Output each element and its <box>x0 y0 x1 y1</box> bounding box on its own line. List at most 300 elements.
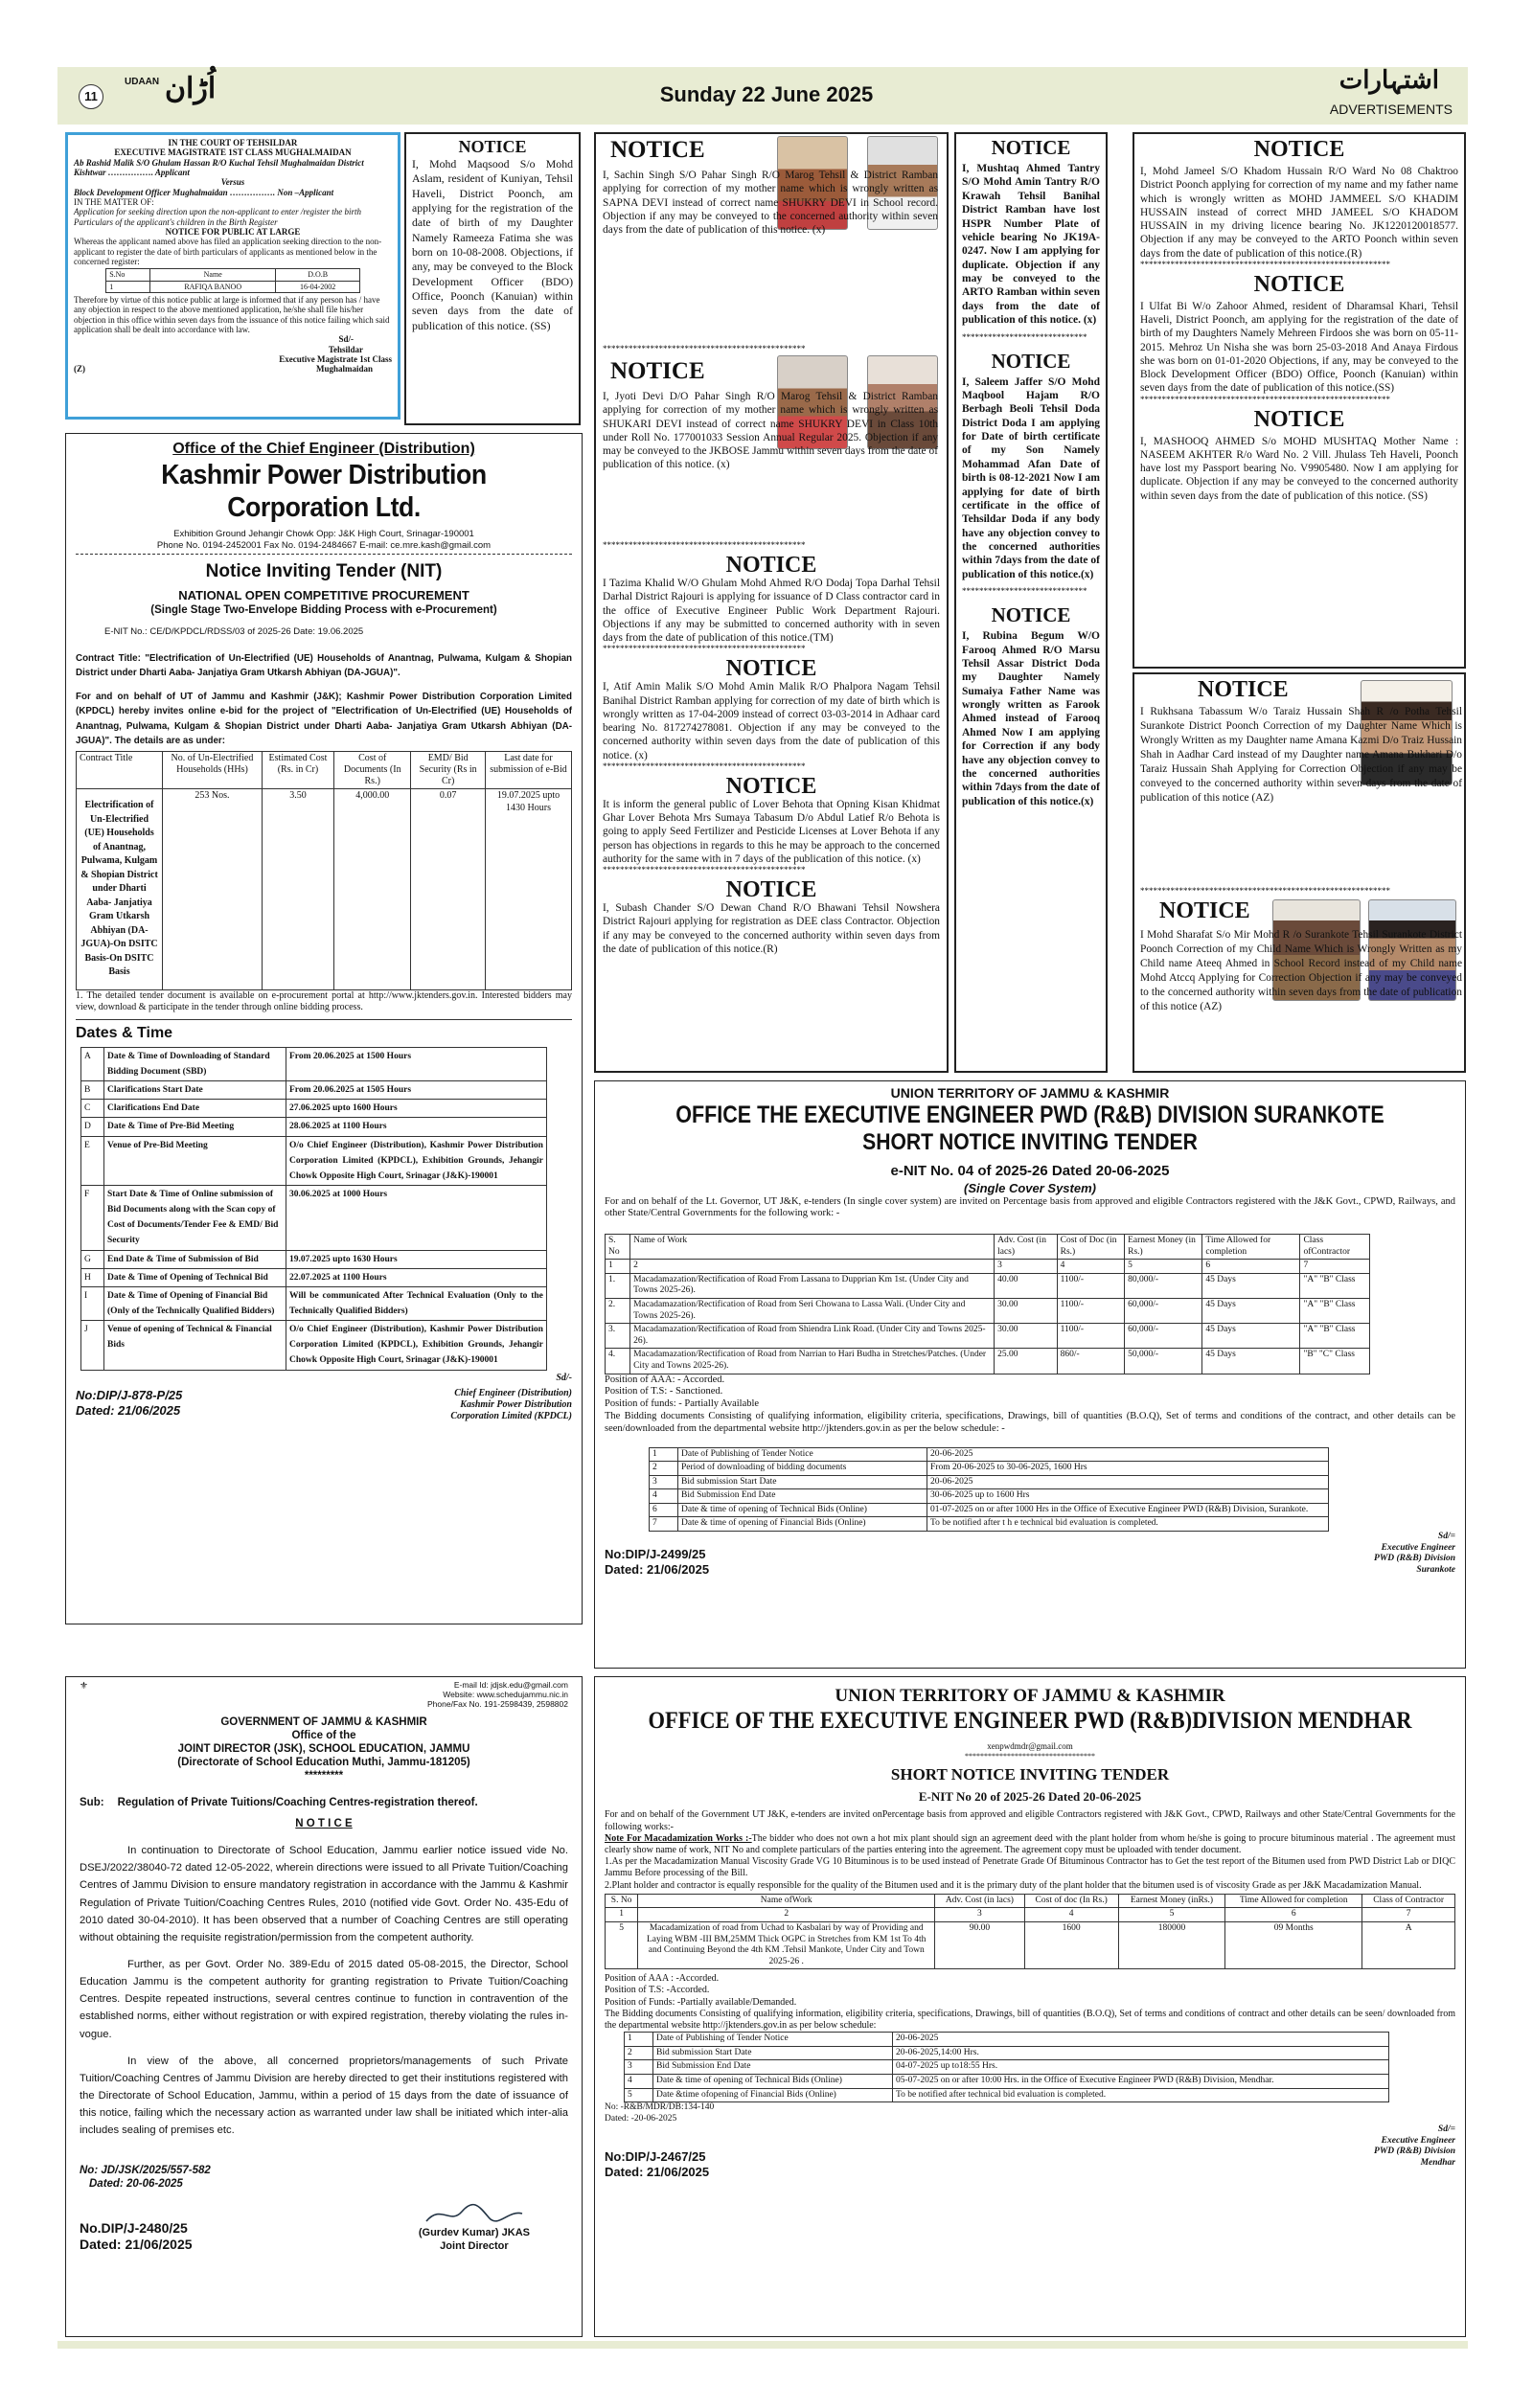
gov-title: GOVERNMENT OF JAMMU & KASHMIR <box>220 1716 427 1728</box>
tehsildar-notice <box>65 132 400 420</box>
notice-text: I Rukhsana Tabassum W/o Taraiz Hussain Shah R /o Potha Tehsil Surankote District Poonch Correction of my Daughter Name Which is Wrongly Written as my Daughter name Amana Kazmi D/o Traiz Hussain Shah in Aadhar Card instead of my Daughter name Amana Bukhari D/o Taraiz Hussain Shah Applying for Correction Objection if any may be conveyed to the concerned authority within seven days from the date of publication of this notice (AZ) <box>1140 706 1462 805</box>
sig1: Tehsildar <box>328 344 363 354</box>
notices-column-2: NOTICE I, Sachin Singh S/O Pahar Singh R/O Marog Tehsil & District Ramban applying for correction of my mother name which is wrongly written as SAPNA DEVI instead of correct name SHUKRY DEVI in School record. Objection if any may be conveyed to the concerned authority within seven days from the date of publication of this notice. (x) *********************************************** NOTICE I, Jyoti Devi D/O Pahar Singh R/O Marog Tehsil & District Ramban applying for correction of my mother name which is wrongly written as SHUKARI DEVI instead of correct name SHUKRY DEVI in Class 10th under Roll No. 177001033 Session Annual Regular 2025. Objection if any may be conveyed to the JKBOSE Jammu within seven days from the date of publication of this notice. (x) *********************************************** NOTICE I Tazima Khalid W/O Ghulam Mohd Ahmed R/O Dodaj Topa Darhal Tehsil Darhal District Rajouri is applying for issuance of D Class contractor card in the office of Executive Engineer Public Work Department Rajouri. Objections if any may be submitted to concerned authority with in seven days from the date of publication of this notice.(TM) *********************************************** NOTICE I, Atif Amin Malik S/O Mohd Amin Malik R/O Phalpora Nagam Tehsil Banihal District Ramban applying for correction of my date of birth which is wrongly written as 17-04-2009 instead of correct 03-03-2014 in Adhaar card bearing No. 817274278081. Objection if any may be conveyed to the concerned authority within seven days from the date of publication of this notice. (x) *********************************************** NOTICE It is inform the general public of Lover Behota that Opning Kisan Khidmat Ghar Lover Behota Mrs Sumaya Tabasum D/o Abdul Latief R/o Behota is going to apply Seed Fertilizer and Pesticide Licenses at Lover Behota if any person has objections in regards to this he may be approach to the concerned authority for the same with in 7 days of the publication of this notice. (x) *********************************************** NOTICE I, Subash Chander S/O Dewan Chand R/O Bhawani Tehsil Nowshera District Rajouri applying for registration as DEE class Contractor. Objection if any may be conveyed to the concerned authority within seven days from the date of publication of this notice.(R) <box>594 132 949 1073</box>
date-row <box>81 1136 547 1185</box>
table-header: Name ofWork <box>638 1894 935 1908</box>
dates-table <box>80 1047 547 1371</box>
sig1: Executive Engineer <box>1381 2135 1455 2146</box>
date-value: O/o Chief Engineer (Distribution), Kashmir Power Distribution Corporation Limited (KPDCL), Exhibition Grounds, Jehangir Chowk Opposite High Court, Srinagar (J&K)-190001 <box>286 1136 547 1185</box>
table-cell: 860/- <box>1057 1349 1125 1374</box>
schedule-table <box>624 2032 1389 2102</box>
single-cover: (Single Cover System) <box>964 1180 1096 1195</box>
kpdcl-office: Office of the Chief Engineer (Distribution) <box>172 441 475 457</box>
order-date: Dated: -20-06-2025 <box>605 2113 677 2124</box>
section-urdu: اشتہارات <box>1339 66 1439 94</box>
table-cell: "A" "B" Class <box>1300 1324 1370 1349</box>
schedule-cell: Bid submission Start Date <box>678 1475 927 1489</box>
td-last: 19.07.2025 upto 1430 Hours <box>485 789 571 990</box>
table-cell: 1100/- <box>1057 1273 1125 1298</box>
table-cell: 5 <box>606 1921 638 1968</box>
schedule-cell: 04-07-2025 up to18:55 Hrs. <box>893 2060 1389 2075</box>
table-header: S. No <box>606 1235 630 1260</box>
schedule-cell: 20-06-2025 <box>927 1447 1329 1462</box>
table-cell: 45 Days <box>1202 1273 1300 1298</box>
th-contract: Contract Title <box>77 751 163 789</box>
dip-number: No.DIP/J-2480/25 <box>80 2220 188 2237</box>
date-label: End Date & Time of Submission of Bid <box>104 1250 286 1268</box>
table-header: Adv. Cost (in lacs) <box>995 1235 1058 1260</box>
table-cell: 2. <box>606 1299 630 1324</box>
table-header: Name of Work <box>630 1235 995 1260</box>
works-table <box>605 1894 1455 1969</box>
notice-title: NOTICE <box>725 877 817 902</box>
notice-text: I, Mushtaq Ahmed Tantry S/O Mohd Amin Tantry R/O Krawah Tehsil Banihal District Ramban have lost HSPR Number Plate of vehicle bearing No JK19A-0247. Now I am applying for duplicate. Objection if any may be conveyed to the ARTO Ramban within seven days from the date of publication of this notice. (x) <box>962 163 1100 327</box>
whereas-text: Whereas the applicant named above has filed an application seeking direction to the non-applicant to register the date of birth particulars of applicants as mentioned below in the concerned register: <box>74 237 382 267</box>
surankote-tender <box>594 1080 1466 1669</box>
notice-title: NOTICE <box>610 137 705 163</box>
date-key: E <box>81 1136 104 1185</box>
table-cell: 1100/- <box>1057 1299 1125 1324</box>
page-number: 11 <box>79 84 103 109</box>
th-doc: Cost of Documents (In Rs.) <box>334 751 411 789</box>
sig2: Kashmir Power Distribution <box>460 1398 572 1410</box>
notice-heading: N O T I C E <box>295 1818 353 1830</box>
order-date: Dated: 20-06-2025 <box>89 2178 183 2191</box>
table-cell: 60,000/- <box>1125 1324 1202 1349</box>
notice-title: NOTICE <box>1253 271 1345 297</box>
emblem-icon: ⚜ <box>80 1681 88 1692</box>
table-colnum: 3 <box>935 1908 1024 1922</box>
notices-column-4: NOTICE I, Mohd Jameel S/O Khadom Hussain R/O Ward No 08 Chaktroo District Poonch applying for correction of my name and my father name which is wrongly written as MOHD JAMMEEL S/O KHADIM HUSSAIN instead of correct MHD JAMEEL S/O KHADOM HUSSAIN in my driving licence bearing No. JK1220120018577. Objection if any may be conveyed to the ARTO Poonch within seven days from the date of publication of this notice.(R) ********************************************************** NOTICE I Ulfat Bi W/o Zahoor Ahmed, resident of Dharamsal Khari, Tehsil Haveli, District Poonch, am applying for the registration of the date of birth of my Daughters Namely Mehreen Firdoos she was born on 05-11-2015. Mehroz Un Nisha she was born 25-03-2018 And Anaya Firdous she was born on 01-01-2020 Objections, if any, may be conveyed to the Block Development Officer (BDO) Office, Poonch (Kanuian) within seven days from the date of publication of this notice.(SS) ********************************************************** NOTICE I, MASHOOQ AHMED S/o MOHD MUSHTAQ Mother Name : NASEEM AKHTER R/o Ward No. 2 Vill. Jhulass Teh Haveli, Poonch have lost my Passport bearing No. V9905480. Now I am applying for duplicate. Objection if any may be conveyed to the concerned authority within seven days from the date of publication of this notice. (SS) <box>1133 132 1466 669</box>
table-cell: "A" "B" Class <box>1300 1299 1370 1324</box>
table-cell: 45 Days <box>1202 1299 1300 1324</box>
date-row <box>81 1081 547 1100</box>
schedule-cell: To be notified after t h e technical bid evaluation is completed. <box>927 1517 1329 1532</box>
dip-date: Dated: 21/06/2025 <box>80 2237 193 2253</box>
sig3: Mughalmaidan <box>315 364 373 375</box>
notice-title: NOTICE <box>725 773 817 799</box>
website: Website: www.schedujammu.nic.in <box>443 1689 568 1699</box>
enit: E-NIT No 20 of 2025-26 Dated 20-06-2025 <box>918 1788 1142 1804</box>
notice-title: NOTICE <box>610 358 705 384</box>
table-header: Earnest Money (inRs.) <box>1118 1894 1224 1908</box>
table-cell: 40.00 <box>995 1273 1058 1298</box>
kpdcl-tender <box>65 433 583 1624</box>
notice-text: I, Jyoti Devi D/O Pahar Singh R/O Marog Tehsil & District Ramban applying for correction of my mother name which is wrongly written as SHUKARI DEVI instead of correct name SHUKRY DEVI in Class 10th under Roll No. 177001033 Session Annual Regular 2025. Objection if any may be conveyed to the JKBOSE Jammu within seven days from the date of publication of this notice. (x) <box>603 391 938 471</box>
sig2: Executive Magistrate 1st Class <box>279 353 392 364</box>
schedule-cell: 4 <box>650 1489 678 1504</box>
table-cell: 1. <box>606 1273 630 1298</box>
dip-date: Dated: 21/06/2025 <box>76 1402 181 1418</box>
table-row <box>606 1324 1370 1349</box>
table-header: S. No <box>606 1894 638 1908</box>
table-cell: "B" "C" Class <box>1300 1349 1370 1374</box>
notice-title: NOTICE <box>1198 677 1289 702</box>
date-row <box>81 1321 547 1370</box>
schedule-cell: 1 <box>650 1447 678 1462</box>
schedule-row <box>650 1475 1329 1489</box>
date-label: Venue of opening of Technical & Financial Bids <box>104 1321 286 1370</box>
td-hhs: 253 Nos. <box>163 789 263 990</box>
schedule-row <box>625 2074 1389 2088</box>
aaa: Position of AAA : -Accorded. <box>605 1973 720 1985</box>
dip-date: Dated: 21/06/2025 <box>605 2165 710 2180</box>
contract-title: Contract Title: "Electrification of Un-Electrified (UE) Households of Anantnag, Pulwama, Kulgam & Shopian District under Dharti Aaba- Janjatiya Gram Utkarsh Abhiyan (DA-JGUA)". <box>76 652 572 679</box>
page-date: Sunday 22 June 2025 <box>659 82 874 106</box>
date-label: Start Date & Time of Online submission of Bid Documents along with the Scan copy of Cost of Documents/Tender Fee & EMD/ Bid Security <box>104 1186 286 1251</box>
bidding: The Bidding documents Consisting of qualifying information, eligibility criteria, specifications, Drawings, bill of quantities (B.O.Q), Set of terms and conditions of the contract, and other details can be seen/downloaded from the departmental website http://jktenders.gov.in as per the below schedule: - <box>605 1410 1455 1434</box>
notice-maqsood <box>404 132 581 425</box>
date-value: 22.07.2025 at 1100 Hours <box>286 1268 547 1286</box>
td-contract: Electrification of Un-Electrified (UE) Households of Anantnag, Pulwama, Kulgam & Shopian District under Dharti Aaba- Janjatiya Gram Utkarsh Abhiyan (DA-JGUA)-On DSITC Basis-On DSITC Basis <box>77 789 163 990</box>
date-label: Clarifications End Date <box>104 1100 286 1118</box>
notice-title: NOTICE <box>1253 137 1345 162</box>
notice-heading: NOTICE FOR PUBLIC AT LARGE <box>165 227 301 238</box>
table-colnum: 2 <box>638 1908 935 1922</box>
date-row <box>81 1286 547 1320</box>
enit: e-NIT No. 04 of 2025-26 Dated 20-06-2025 <box>890 1163 1170 1180</box>
table-cell: 25.00 <box>995 1349 1058 1374</box>
td-doc: 4,000.00 <box>334 789 411 990</box>
sig3: Corporation Limited (KPDCL) <box>450 1411 572 1422</box>
table-colnum: 6 <box>1202 1260 1300 1274</box>
table-cell: 50,000/- <box>1125 1349 1202 1374</box>
order-number: No: JD/JSK/2025/557-582 <box>80 2165 211 2177</box>
date-label: Date & Time of Opening of Technical Bid <box>104 1268 286 1286</box>
subject: Regulation of Private Tuitions/Coaching Centres-registration thereof. <box>117 1797 478 1809</box>
table-header: Cost of Doc (in Rs.) <box>1057 1235 1125 1260</box>
application-text: Application for seeking direction upon the non-applicant to enter /register the birth Particulars of the applicant's children in the Birth Register <box>74 207 362 227</box>
office-heading: OFFICE THE EXECUTIVE ENGINEER PWD (R&B) DIVISION SURANKOTE <box>675 1102 1384 1129</box>
kpdcl-note: 1. The detailed tender document is available on e-procurement portal at http://www.jktenders.gov.in. Interested bidders may view, download & participate in the tender through online bidding process. <box>76 989 572 1013</box>
para: For and on behalf of the Government UT J&K, e-tenders are invited onPercentage basis from approved and eligible Contractors registered with J&K Govt., CPWD, Railways and other State/Central Governments for the following works:- <box>605 1809 1455 1832</box>
schedule-cell: Bid Submission End Date <box>678 1489 927 1504</box>
short-notice: SHORT NOTICE INVITING TENDER <box>862 1128 1198 1155</box>
dob-table <box>105 268 360 292</box>
table-cell: 4. <box>606 1349 630 1374</box>
table-header: Time Allowed for completion <box>1225 1894 1362 1908</box>
table-header: Class ofContractor <box>1300 1235 1370 1260</box>
note-label: Note For Macadamization Works :- <box>605 1832 752 1844</box>
sub-label: Sub: <box>80 1797 104 1809</box>
table-cell: 90.00 <box>935 1921 1024 1968</box>
schedule-cell: Date & time of opening of Financial Bids (Online) <box>678 1517 927 1532</box>
note-1: 1.As per the Macadamization Manual Viscosity Grade VG 10 Bituminous is to be used instead of Penetrate Grade Of Bituminous Contractor has to Get the test report of the Bitumen used from PWD District Lab or DIQC Jammu Before processing of the Bill. <box>605 1856 1455 1879</box>
date-key: D <box>81 1118 104 1136</box>
dates-title: Dates & Time <box>76 1025 173 1042</box>
dip-number: No:DIP/J-2467/25 <box>605 2149 706 2165</box>
note-text: The bidder who does not own a hot mix plant should sign an agreement deed with the plant holder from whom he/she is going to procure bituminous material . The agreement must clearly show name of work, NIT No and complete particulars of the parties entering into the agreement. The agreement copy must be uploaded with tender document. <box>605 1832 1455 1856</box>
date-key: G <box>81 1250 104 1268</box>
notice-text: I, Rubina Begum W/O Farooq Ahmed R/O Marsu Tehsil Assar District Doda my Daughter Namely Sumaiya Father Name was wrongly written as Farook Ahmed instead of Farooq Ahmed Now I am applying for Correction if any body have any objection convey to the concerned authorities within 7days from the date of publication of this notice.(x) <box>962 630 1100 807</box>
schedule-cell: To be notified after technical bid evaluation is completed. <box>893 2088 1389 2102</box>
td-cost: 3.50 <box>262 789 333 990</box>
schedule-cell: 05-07-2025 on or after 10:00 Hrs. in the Office of Executive Engineer PWD (R&B) Division, Mendhar. <box>893 2074 1389 2088</box>
order-number: No: -R&B/MDR/DB:134-140 <box>605 2102 715 2113</box>
table-row <box>606 1273 1370 1298</box>
funds: Position of funds: - Partially Available <box>605 1398 760 1410</box>
date-label: Date & Time of Downloading of Standard Bidding Document (SBD) <box>104 1047 286 1080</box>
note-2: 2.Plant holder and contractor is equally responsible for the quality of the Bitumen used and it is the primary duty of the plant holder that the bitumen used is of viscosity Grade as per J&K Macadamization Manual. <box>605 1879 1422 1891</box>
date-value: O/o Chief Engineer (Distribution), Kashmir Power Distribution Corporation Limited (KPDCL), Exhibition Grounds, Jehangir Chowk Opposite High Court, Srinagar (J&K)-190001 <box>286 1321 547 1370</box>
table-cell: Macadamazation/Rectification of Road From Lassana to Dupprian Km 1st. (Under City and Towns 2025-26). <box>630 1273 995 1298</box>
schedule-cell: Bid submission Start Date <box>653 2046 893 2060</box>
applicant: Ab Rashid Malik S/O Ghulam Hassan R/O Kuchal Tehsil Mughalmaidan District Kishtwar ……………. Applicant <box>74 157 364 178</box>
schedule-row <box>625 2033 1389 2047</box>
para: For and on behalf of the Lt. Governor, UT J&K, e-tenders (In single cover system) are invited on Percentage basis from approved and eligible Contractors registered with the J&K Govt., CPWD, Railways, and other State/Central Governments for the following work: - <box>605 1195 1455 1219</box>
table-cell: Macadamazation/Rectification of Road from Shiendra Link Road. (Under City and Towns 2025-26). <box>630 1324 995 1349</box>
mendhar-tender <box>594 1676 1466 2337</box>
notice-title: NOTICE <box>991 603 1071 627</box>
schedule-row <box>625 2060 1389 2075</box>
table-cell: 45 Days <box>1202 1349 1300 1374</box>
table-row <box>606 1921 1455 1968</box>
td-emd: 0.07 <box>411 789 486 990</box>
notice-text: I, Sachin Singh S/O Pahar Singh R/O Marog Tehsil & District Ramban applying for correction of my mother name which is wrongly written as SAPNA DEVI instead of correct name SHUKRY DEVI in School record. Objection if any may be conveyed to the concerned authority within seven days from the date of publication of this notice. (x) <box>603 170 938 236</box>
date-key: A <box>81 1047 104 1080</box>
schedule-cell: 2 <box>650 1462 678 1476</box>
table-header: Adv. Cost (in lacs) <box>935 1894 1024 1908</box>
table-cell: Macadamazation/Rectification of Road from Seri Chowana to Lassa Wali. (Under City and Towns 2025-26). <box>630 1299 995 1324</box>
funds: Position of Funds: -Partially available/Demanded. <box>605 1996 797 2008</box>
date-row <box>81 1268 547 1286</box>
date-value: 19.07.2025 upto 1630 Hours <box>286 1250 547 1268</box>
aaa: Position of AAA: - Accorded. <box>605 1374 725 1385</box>
date-label: Clarifications Start Date <box>104 1081 286 1100</box>
schedule-cell: 2 <box>625 2046 653 2060</box>
date-value: From 20.06.2025 at 1500 Hours <box>286 1047 547 1080</box>
kpdcl-phone: Phone No. 0194-2452001 Fax No. 0194-2484667 E-mail: ce.mre.kash@gmail.com <box>156 539 492 551</box>
table-header: Earnest Money (in Rs.) <box>1125 1235 1202 1260</box>
td-name: RAFIQA BANOO <box>149 281 276 292</box>
table-cell: 3. <box>606 1324 630 1349</box>
table-cell: A <box>1362 1921 1455 1968</box>
table-colnum: 4 <box>1057 1260 1125 1274</box>
sig3: Mendhar <box>1420 2157 1455 2168</box>
dip-number: No:DIP/J-2499/25 <box>605 1546 706 1561</box>
td-dob: 16-04-2002 <box>276 281 359 292</box>
kpdcl-para: For and on behalf of UT of Jammu and Kashmir (J&K); Kashmir Power Distribution Corporation Limited (KPDCL) hereby invites online e-bid for the project of "Electrification of Un-Electrified (UE) Households of Anantnag, Pulwama, Kulgam & Shopian District under Dharti Aaba- Janjatiya Gram Utkarsh Abhiyan (DA-JGUA)". The details are as under: <box>76 692 572 746</box>
table-header: Class of Contractor <box>1362 1894 1455 1908</box>
notice-title: NOTICE <box>725 553 817 578</box>
notice-text: I Mohd Sharafat S/o Mir Mohd R /o Surankote Tehsil Surankote District Poonch Correction of my Child Name Which is Wrongly Written as my Child name Ateeq Ahmed in School Record instead of my Child name Mohd Atccq Applying for Correction Objection if any may be conveyed to the concerned authority within seven days from the date of publication of this notice (AZ) <box>1140 929 1462 1013</box>
table-cell: 1600 <box>1024 1921 1118 1968</box>
date-key: H <box>81 1268 104 1286</box>
date-label: Date & Time of Pre-Bid Meeting <box>104 1118 286 1136</box>
sig3: Surankote <box>1416 1564 1455 1575</box>
brand-latin: UDAAN <box>125 77 160 87</box>
date-key: I <box>81 1286 104 1320</box>
th-emd: EMD/ Bid Security (Rs in Cr) <box>411 751 486 789</box>
table-cell: "A" "B" Class <box>1300 1273 1370 1298</box>
notice-text: I Tazima Khalid W/O Ghulam Mohd Ahmed R/O Dodaj Topa Darhal Tehsil Darhal District Rajouri is applying for issuance of D Class contractor card in the office of Executive Engineer Public Work Department Rajouri. Objections if any may be submitted to concerned authority with in seven days from the date of publication of this notice.(TM) <box>603 578 940 644</box>
notice-title: NOTICE <box>1159 898 1250 923</box>
table-colnum: 7 <box>1362 1908 1455 1922</box>
date-label: Date & Time of Opening of Financial Bid (Only of the Technically Qualified Bidders) <box>104 1286 286 1320</box>
date-row <box>81 1118 547 1136</box>
procurement: NATIONAL OPEN COMPETITIVE PROCUREMENT <box>178 588 469 603</box>
schedule-cell: 01-07-2025 on or after 1000 Hrs in the Office of Executive Engineer PWD (R&B) Division, Surankote. <box>927 1503 1329 1517</box>
schedule-cell: 3 <box>650 1475 678 1489</box>
office-heading: OFFICE OF THE EXECUTIVE ENGINEER PWD (R&B)DIVISION MENDHAR <box>648 1708 1412 1735</box>
date-value: From 20.06.2025 at 1505 Hours <box>286 1081 547 1100</box>
schedule-cell: 4 <box>625 2074 653 2088</box>
stars: ********* <box>304 1770 344 1783</box>
bidding: The Bidding documents Consisting of qualifying information, eligibility criteria, specifications, Drawings, bill of quantities (B.O.Q), Set of terms and conditions of contract and other details can be seen/ downloaded from the departmental website http://jktenders.gov.in as per below schedule: <box>605 2008 1455 2032</box>
schedule-row <box>650 1447 1329 1462</box>
notices-column-4b: NOTICE I Rukhsana Tabassum W/o Taraiz Hussain Shah R /o Potha Tehsil Surankote District Poonch Correction of my Daughter Name Which is Wrongly Written as my Daughter name Amana Kazmi D/o Traiz Hussain Shah in Aadhar Card instead of my Daughter name Amana Bukhari D/o Taraiz Hussain Shah Applying for Correction Objection if any may be conveyed to the concerned authority within seven days from the date of publication of this notice (AZ) ********************************************************** NOTICE I Mohd Sharafat S/o Mir Mohd R /o Surankote Tehsil Surankote District Poonch Correction of my Child Name Which is Wrongly Written as my Child name Ateeq Ahmed in School Record instead of my Child name Mohd Atccq Applying for Correction Objection if any may be conveyed to the concerned authority within seven days from the date of publication of this notice (AZ) <box>1133 672 1466 1073</box>
table-header: Cost of doc (In Rs.) <box>1024 1894 1118 1908</box>
notice-text: I, Mohd Maqsood S/o Mohd Aslam, resident of Kuniyan, Tehsil Haveli, District Poonch, am applying for the registration of the date of birth of my Daughter Namely Rameeza Fatima she was born on 10-08-2008. Objections, if any, may be conveyed to the Block Development Officer (BDO) Office, Poonch (Kanuian) within seven days from the date of publication of this notice. (SS) <box>412 157 573 332</box>
th-hhs: No. of Un-Electrified Households (HHs) <box>163 751 263 789</box>
table-cell: 30.00 <box>995 1299 1058 1324</box>
sd: Sd/- <box>556 1372 572 1383</box>
date-row <box>81 1250 547 1268</box>
schedule-cell: Date & time of opening of Technical Bids (Online) <box>653 2074 893 2088</box>
notice-text: I, Mohd Jameel S/O Khadom Hussain R/O Ward No 08 Chaktroo District Poonch applying for correction of my name and my father name which is wrongly written as MOHD JAMMEEL S/O KHADIM HUSSAIN instead of correct MHD JAMEEL S/O KHADOM HUSSAIN in my driving licence bearing No. JK1220120018577. Objection if any may be conveyed to the ARTO Poonch within seven days from the date of publication of this notice.(R) <box>1140 166 1458 260</box>
signature-icon <box>419 2202 530 2227</box>
date-value: 28.06.2025 at 1100 Hours <box>286 1118 547 1136</box>
schedule-cell: 7 <box>650 1517 678 1532</box>
notice-text: It is inform the general public of Lover Behota that Opning Kisan Khidmat Ghar Lover Behota Mrs Sumaya Tabasum D/o Abdul Latief R/o Behota is going to apply Seed Fertilizer and Pesticide Licenses at Lover Behota if any person has objections in regards to this he may be approach to the concerned authority for the same with in 7 days of the publication of this notice. (x) <box>603 798 940 865</box>
schedule-row <box>650 1517 1329 1532</box>
sd: Sd/- <box>338 334 354 345</box>
sd: Sd/= <box>1437 1531 1455 1541</box>
email: xenpwdmdr@gmail.com <box>987 1741 1073 1752</box>
para-2: Further, as per Govt. Order No. 389-Edu of 2015 dated 05-08-2015, the Director, School Education Jammu is the competent authority for granting registration to Private Tuition/Coaching Centres. Despite repeated instructions, several centres continue to function in contravention of the established norms, either without registration or with expired registration, thereby violating the rules in-vogue. <box>80 1958 568 2040</box>
email: E-mail Id: jdjsk.edu@gmail.com <box>453 1680 568 1690</box>
notice-text: I, MASHOOQ AHMED S/o MOHD MUSHTAQ Mother Name : NASEEM AKHTER R/o Ward No. 2 Vill. Jhulass Teh Haveli, Poonch have lost my Passport bearing No. V9905480. Now I am applying for duplicate. Objection if any may be conveyed to the concerned authority within seven days from the date of publication of this notice. (SS) <box>1140 435 1458 502</box>
table-colnum: 5 <box>1118 1908 1224 1922</box>
section-label: ADVERTISEMENTS <box>1329 102 1453 117</box>
schedule-cell: Date &time ofopening of Financial Bids (Online) <box>653 2088 893 2102</box>
para-1: In continuation to Directorate of School Education, Jammu earlier notice issued vide No. DSEJ/2022/38040-72 dated 12-05-2022, wherein directions were issued to all Private Tuition/Coaching Centres of Jammu Division to ensure mandatory registration in accordance with the Jammu & Kashmir Regulation of Private Tuition/Coaching Centres Rules, 2010 (notified vide Govt. Order No. 435-Edu of 2010 dated 30-04-2010). It has been observed that a number of Coaching Centres are still operating without obtaining the requisite registration/permission from the competent authority. <box>80 1845 568 1943</box>
schedule-cell: Date of Publishing of Tender Notice <box>678 1447 927 1462</box>
table-cell: 30.00 <box>995 1324 1058 1349</box>
schedule-cell: Period of downloading of bidding documents <box>678 1462 927 1476</box>
schedule-cell: 6 <box>650 1503 678 1517</box>
sig2: PWD (R&B) Division <box>1374 2147 1455 2157</box>
table-colnum: 1 <box>606 1260 630 1274</box>
table-colnum: 4 <box>1024 1908 1118 1922</box>
schedule-cell: From 20-06-2025 to 30-06-2025, 1600 Hrs <box>927 1462 1329 1476</box>
table-cell: 180000 <box>1118 1921 1224 1968</box>
signatory-name: (Gurdev Kumar) JKAS <box>418 2227 530 2239</box>
kpdcl-table <box>76 751 572 990</box>
school-education-notice <box>65 1676 583 2337</box>
works-table <box>605 1234 1370 1374</box>
kpdcl-address: Exhibition Ground Jehangir Chowk Opp: J&K High Court, Srinagar-190001 <box>173 529 474 540</box>
date-key: J <box>81 1321 104 1370</box>
ut-heading: UNION TERRITORY OF JAMMU & KASHMIR <box>890 1085 1170 1101</box>
stars: ********************************** <box>965 1752 1095 1761</box>
table-colnum: 1 <box>606 1908 638 1922</box>
notice-text: I, Subash Chander S/O Dewan Chand R/O Bhawani Tehsil Nowshera District Rajouri applying for registration as DEE class Contractor. Objection if any may be conveyed to the concerned authority within seven days from the date of publication of this notice.(R) <box>603 902 940 955</box>
th-last: Last date for submission of e-Bid <box>485 751 571 789</box>
bottom-band <box>57 2341 1468 2349</box>
date-row <box>81 1100 547 1118</box>
notice-text: I, Saleem Jaffer S/O Mohd Maqbool Hajam R/O Berbagh Beoli Tehsil Doda District Doda I am applying for Date of birth certificate of my Son Namely Mohammad Afan Date of birth is 08-12-2021 Now I am applying for date of birth certificate in the office of Tehsildar Doda if any body have any objection convey to the concerned authorities within 7days from the date of publication of this notice.(x) <box>962 375 1100 580</box>
mark: (Z) <box>74 364 85 375</box>
td-sno: 1 <box>106 281 150 292</box>
date-row <box>81 1186 547 1251</box>
dip-date: Dated: 21/06/2025 <box>605 1561 710 1577</box>
schedule-cell: 30-06-2025 up to 1600 Hrs <box>927 1489 1329 1504</box>
schedule-cell: 1 <box>625 2033 653 2047</box>
signatory-title: Joint Director <box>440 2239 509 2252</box>
table-cell: 09 Months <box>1225 1921 1362 1968</box>
sig2: PWD (R&B) Division <box>1374 1554 1455 1564</box>
schedule-cell: 20-06-2025,14:00 Hrs. <box>893 2046 1389 2060</box>
date-label: Venue of Pre-Bid Meeting <box>104 1136 286 1185</box>
schedule-row <box>650 1462 1329 1476</box>
notice-title: NOTICE <box>1253 406 1345 432</box>
table-row <box>606 1349 1370 1374</box>
date-value: Will be communicated After Technical Evaluation (Only to the Technically Qualified Bidders) <box>286 1286 547 1320</box>
schedule-row <box>625 2088 1389 2102</box>
ts: Position of T.S: -Accorded. <box>605 1985 710 1996</box>
matter: IN THE MATTER OF: <box>74 197 154 208</box>
directorate: (Directorate of School Education Muthi, Jammu-181205) <box>177 1757 470 1769</box>
table-cell: 80,000/- <box>1125 1273 1202 1298</box>
ut-heading: UNION TERRITORY OF JAMMU & KASHMIR <box>835 1686 1225 1706</box>
date-value: 27.06.2025 upto 1600 Hours <box>286 1100 547 1118</box>
notice-title: NOTICE <box>725 656 817 682</box>
table-cell: 45 Days <box>1202 1324 1300 1349</box>
th-cost: Estimated Cost (Rs. in Cr) <box>262 751 333 789</box>
notice-title: NOTICE <box>991 349 1071 373</box>
schedule-cell: 20-06-2025 <box>927 1475 1329 1489</box>
schedule-row <box>650 1503 1329 1517</box>
sd: Sd/= <box>1437 2124 1455 2135</box>
non-applicant: Block Development Officer Mughalmaidan ……………. Non –Applicant <box>74 187 334 197</box>
notice-text: I Ulfat Bi W/o Zahoor Ahmed, resident of Dharamsal Khari, Tehsil Haveli, District Poonch, am applying for the registration of the date of birth of my Daughters Namely Mehreen Firdoos she was born on 05-11-2015. Mehroz Un Nisha she was born 25-03-2018 And Anaya Firdous she was born on 01-01-2020 Objections, if any, may be conveyed to the Block Development Officer (BDO) Office, Poonch (Kanuian) within seven days from the date of publication of this notice.(SS) <box>1140 300 1458 395</box>
notice-title: NOTICE <box>458 137 527 156</box>
date-value: 30.06.2025 at 1000 Hours <box>286 1186 547 1251</box>
notices-column-3: NOTICE I, Mushtaq Ahmed Tantry S/O Mohd Amin Tantry R/O Krawah Tehsil Banihal District Ramban have lost HSPR Number Plate of vehicle bearing No JK19A-0247. Now I am applying for duplicate. Objection if any may be conveyed to the ARTO Ramban within seven days from the date of publication of this notice. (x) ***************************** NOTICE I, Saleem Jaffer S/O Mohd Maqbool Hajam R/O Berbagh Beoli Tehsil Doda District Doda I am applying for Date of birth certificate of my Son Namely Mohammad Afan Date of birth is 08-12-2021 Now I am applying for date of birth certificate in the office of Tehsildar Doda if any body have any objection convey to the concerned authorities within 7days from the date of publication of this notice.(x) ***************************** NOTICE I, Rubina Begum W/O Farooq Ahmed R/O Marsu Tehsil Assar District Doda my Daughter Namely Sumaiya Father Name was wrongly written as Farook Ahmed instead of Farooq Ahmed Now I am applying for Correction if any body have any objection convey to the concerned authorities within 7days from the date of publication of this notice.(x) <box>954 132 1108 1073</box>
table-cell: 1100/- <box>1057 1324 1125 1349</box>
nit-title: Notice Inviting Tender (NIT) <box>205 561 443 582</box>
table-colnum: 3 <box>995 1260 1058 1274</box>
table-colnum: 6 <box>1225 1908 1362 1922</box>
table-cell: 60,000/- <box>1125 1299 1202 1324</box>
th-dob: D.O.B <box>276 269 359 281</box>
para-3: In view of the above, all concerned proprietors/managements of such Private Tuition/Coaching Centres of Jammu Division are hereby directed to get their institutions registered with the Directorate of School Education, Jammu, within a period of 15 days from the date of issuance of this notice, failing which the necessary action as warranted under law shall be initiated which inter-alia includes sealing of premises etc. <box>80 2055 568 2137</box>
jd-title: JOINT DIRECTOR (JSK), SCHOOL EDUCATION, JAMMU <box>177 1743 470 1756</box>
procurement-sub: (Single Stage Two-Envelope Bidding Process with e-Procurement) <box>150 604 497 617</box>
schedule-cell: Bid Submission End Date <box>653 2060 893 2075</box>
schedule-cell: 3 <box>625 2060 653 2075</box>
schedule-row <box>650 1489 1329 1504</box>
schedule-table <box>649 1447 1329 1532</box>
schedule-cell: 20-06-2025 <box>893 2033 1389 2047</box>
sig1: Executive Engineer <box>1381 1542 1455 1553</box>
table-header: Time Allowed for completion <box>1202 1235 1300 1260</box>
table-colnum: 7 <box>1300 1260 1370 1274</box>
schedule-cell: 5 <box>625 2088 653 2102</box>
table-cell: Macadamazation/Rectification of Road from Narrian to Hari Budha in Stretches/Patches. (Under City and Towns 2025-26). <box>630 1349 995 1374</box>
table-colnum: 5 <box>1125 1260 1202 1274</box>
therefore-text: Therefore by virtue of this notice public at large is informed that if any person has / have any objection in respect to the above mentioned application, he/she shall file his/her objection in this office within seven days from the issuance of this notice failing which said application shall be dealt into accordance with law. <box>74 294 390 334</box>
dip-number: No:DIP/J-878-P/25 <box>76 1387 183 1402</box>
schedule-cell: Date of Publishing of Tender Notice <box>653 2033 893 2047</box>
phone: Phone/Fax No. 191-2598439, 2598802 <box>427 1698 568 1709</box>
notice-title: NOTICE <box>991 136 1071 159</box>
table-colnum: 2 <box>630 1260 995 1274</box>
versus: Versus <box>220 177 245 188</box>
court-title: IN THE COURT OF TEHSILDAR <box>168 138 298 148</box>
short-notice: SHORT NOTICE INVITING TENDER <box>890 1764 1170 1783</box>
